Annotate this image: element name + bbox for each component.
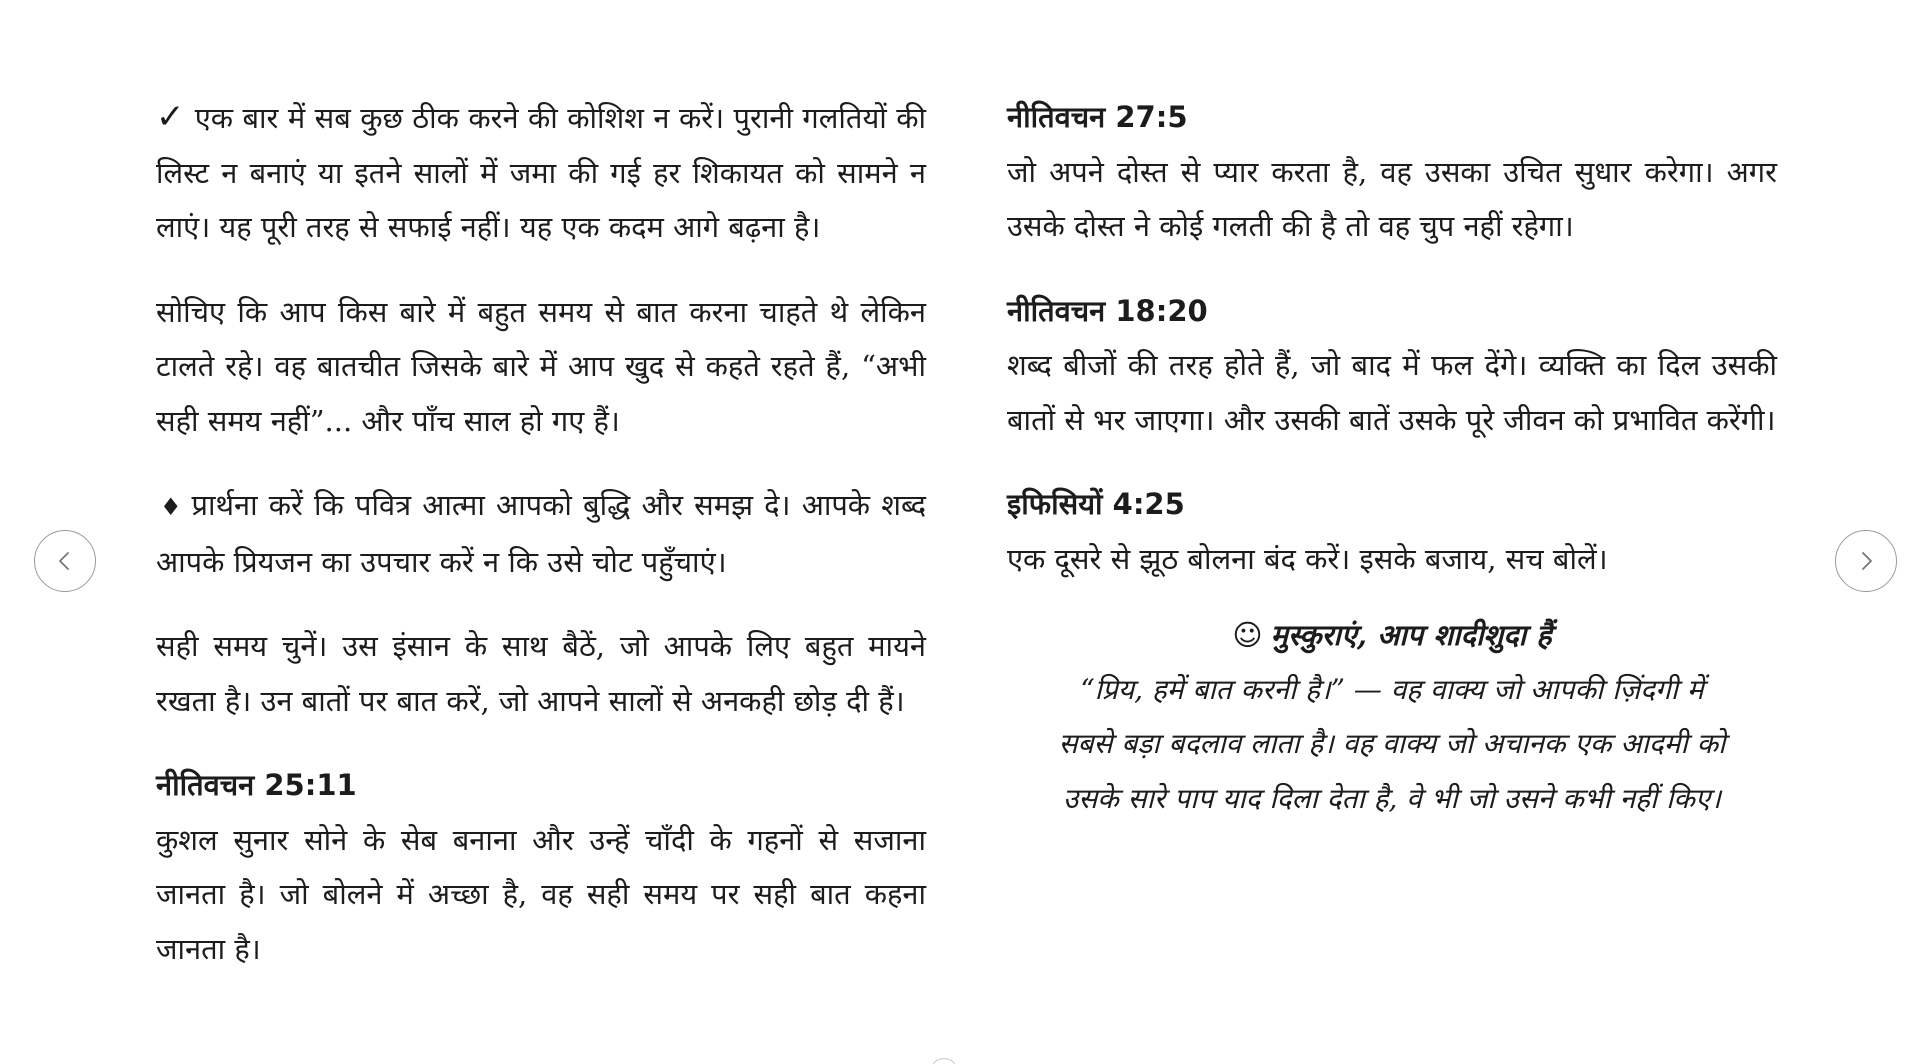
verse-reference: इफिसियों 4:25 (1007, 487, 1185, 521)
verse-block (1007, 477, 1777, 586)
tip-paragraph-1 (156, 90, 926, 255)
smiley-icon: ☺ (1232, 618, 1263, 652)
verse-block-proverbs-25-11 (156, 758, 926, 976)
chevron-right-icon (1854, 549, 1878, 573)
prayer-paragraph (156, 478, 926, 589)
checkmark-icon: ✓ (156, 97, 185, 137)
previous-page-button[interactable] (34, 530, 96, 592)
humor-title-text: मुस्कुराएं, आप शादीशुदा हैं (1270, 618, 1552, 652)
humor-line: “प्रिय, हमें बात करनी है।” — वह वाक्य जो आपकी ज़िंदगी में (1080, 672, 1704, 706)
verse-text: एक दूसरे से झूठ बोलना बंद करें। इसके बजाय, सच बोलें। (1007, 541, 1608, 576)
next-page-button[interactable] (1835, 530, 1897, 592)
diamond-bullet-icon: ♦ (160, 493, 184, 521)
verse-reference: नीतिवचन 27:5 (1007, 100, 1188, 134)
verse-reference: नीतिवचन 18:20 (1007, 293, 1208, 328)
prayer-text: प्रार्थना करें कि पवित्र आत्मा आपको बुद्धि और समझ दे। आपके शब्द आपके प्रियजन का उपचार करें न कि उसे चोट पहुँचाएं। (156, 488, 926, 579)
tip-text-1: एक बार में सब कुछ ठीक करने की कोशिश न करें। पुरानी गलतियों की लिस्ट न बनाएं या इतने सालों में जमा की गई हर शिकायत को सामने न लाएं। यह पूरी तरह से सफाई नहीं। यह एक कदम आगे बढ़ना है। (156, 101, 926, 244)
humor-line: सबसे बड़ा बदलाव लाता है। वह वाक्य जो अचानक एक आदमी को (1058, 727, 1726, 760)
humor-line: उसके सारे पाप याद दिला देता है, वे भी जो उसने कभी नहीं किए। (1062, 781, 1722, 815)
tip-paragraph-2: सोचिए कि आप किस बारे में बहुत समय से बात करना चाहते थे लेकिन टालते रहे। वह बातचीत जिसके बारे में आप खुद से कहते रहते हैं, “अभी सही समय नहीं”... और पाँच साल हो गए हैं। (156, 294, 926, 438)
right-page-column (1007, 90, 1777, 826)
verse-reference: नीतिवचन 25:11 (156, 768, 357, 802)
tip-paragraph-4: सही समय चुनें। उस इंसान के साथ बैठें, जो आपके लिए बहुत मायने रखता है। उन बातों पर बात करें, जो आपने सालों से अनकही छोड़ दी हैं। (156, 629, 926, 718)
chevron-left-icon (53, 549, 77, 573)
verse-block (1007, 90, 1777, 254)
verse-text: शब्द बीजों की तरह होते हैं, जो बाद में फल देंगे। व्यक्ति का दिल उसकी बातों से भर जाएगा। और उसकी बातें उसके पूरे जीवन को प्रभावित करेंगी। (1007, 348, 1777, 437)
left-page-column (156, 90, 926, 1006)
verse-block (1007, 284, 1777, 448)
humor-title (1007, 608, 1777, 663)
verse-text: जो अपने दोस्त से प्यार करता है, वह उसका उचित सुधार करेगा। अगर उसके दोस्त ने कोई गलती की है तो वह चुप नहीं रहेगा। (1007, 154, 1777, 243)
verse-text: कुशल सुनार सोने के सेब बनाना और उन्हें चाँदी के गहनों से सजाना जानता है। जो बोलने में अच्छा है, वह सही समय पर सही बात कहना जानता है। (156, 822, 926, 966)
humor-box (1007, 608, 1777, 826)
